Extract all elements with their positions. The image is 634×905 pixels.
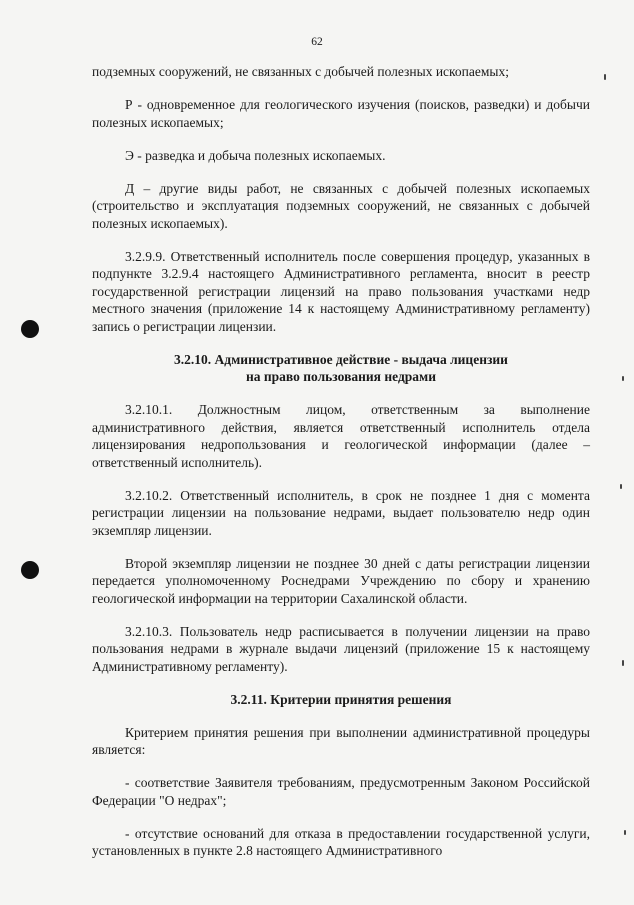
heading-line: на право пользования недрами	[245, 369, 436, 384]
paragraph: 3.2.9.9. Ответственный исполнитель после совершения процедур, указанных в подпункте 3.2.9.4 настоящего Административного регламента, вносит в реестр государственной регистрации лицензий на право пользования участками недр местного значения (приложение 14 к настоящему Административному регламенту) запись о регистрации лицензии.	[92, 248, 590, 334]
paragraph: Д – другие виды работ, не связанных с добычей полезных ископаемых (строительство и эксплуатация подземных сооружений, не связанных с добычей полезных ископаемых).	[92, 180, 590, 231]
page-number: 62	[311, 36, 323, 48]
heading-line: 3.2.11. Критерии принятия решения	[230, 691, 452, 707]
scan-mark	[624, 830, 626, 835]
section-heading-3-2-11	[92, 691, 590, 709]
scan-mark	[622, 376, 624, 381]
paragraph: Р - одновременное для геологического изучения (поисков, разведки) и добычи полезных ископаемых;	[92, 97, 590, 130]
heading-line: 3.2.10. Административное действие - выдача лицензии	[174, 351, 508, 367]
document-body	[92, 63, 590, 875]
scan-mark	[622, 660, 624, 666]
paragraph: подземных сооружений, не связанных с добычей полезных ископаемых;	[92, 64, 509, 79]
paragraph: 3.2.10.3. Пользователь недр расписывается в получении лицензии на право пользования недрами в журнале выдачи лицензий (приложение 15 к настоящему Административному регламенту).	[92, 623, 590, 674]
paragraph: Второй экземпляр лицензии не позднее 30 дней с даты регистрации лицензии передается уполномоченному Роснедрами Учреждению по сбору и хранению геологической информации на территории Сахалинской области.	[92, 555, 590, 606]
paragraph: - соответствие Заявителя требованиям, предусмотренным Законом Российской Федерации "О недрах";	[92, 775, 590, 808]
paragraph: 3.2.10.2. Ответственный исполнитель, в срок не позднее 1 дня с момента регистрации лицензии на пользование недрами, выдает пользователю недр один экземпляр лицензии.	[92, 487, 590, 538]
scan-mark	[604, 74, 606, 80]
scan-mark	[620, 484, 622, 489]
paragraph: Э - разведка и добыча полезных ископаемых.	[125, 147, 386, 163]
punch-hole	[21, 320, 39, 338]
punch-hole	[21, 561, 39, 579]
paragraph: 3.2.10.1. Должностным лицом, ответственным за выполнение административного действия, является ответственный исполнитель отдела лицензирования недропользования и геологической информации (далее – ответственный исполнитель).	[92, 402, 590, 470]
paragraph: Критерием принятия решения при выполнении административной процедуры является:	[92, 724, 590, 757]
paragraph: - отсутствие оснований для отказа в предоставлении государственной услуги, установленных в пункте 2.8 настоящего Административного	[92, 825, 590, 858]
section-heading-3-2-10	[92, 351, 590, 386]
